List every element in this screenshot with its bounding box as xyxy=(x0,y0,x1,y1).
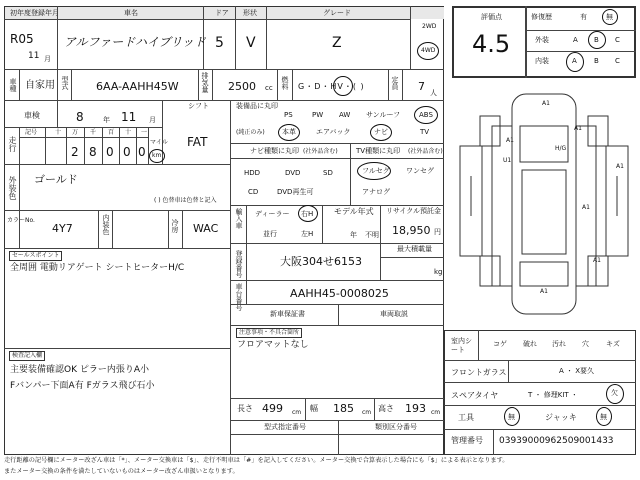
doors-label: ドア xyxy=(215,9,229,17)
equipment-sub: (純正のみ) xyxy=(236,129,265,136)
spare-tire-label: スペアタイヤ xyxy=(451,391,499,400)
exterior-b: B xyxy=(594,36,599,44)
equip-navi: ナビ xyxy=(374,128,388,136)
sales-point-text: 全周囲 電動リアゲート シートヒーターH/C xyxy=(10,263,185,273)
reg-month: 11 xyxy=(28,51,40,61)
import-dealer: ディーラー xyxy=(255,210,290,218)
inspection-label: 車検 xyxy=(24,111,40,120)
import-label: 輸入車 xyxy=(235,208,243,229)
color-value: ゴールド xyxy=(34,173,78,186)
navi-title: ナビ種類に丸印 xyxy=(250,147,299,155)
ac-label: 冷房 xyxy=(171,219,179,233)
repair-no: 無 xyxy=(606,13,613,21)
mileage-place-3: 千 xyxy=(90,129,97,136)
equip-sunroof: サンルーフ xyxy=(366,111,401,119)
jack-none: 無 xyxy=(600,413,607,421)
equip-pw: PW xyxy=(312,111,324,119)
reg-date-label: 初年度登録年月 xyxy=(10,9,59,17)
navi-dvd: DVD xyxy=(285,169,301,177)
shift-value: FAT xyxy=(187,135,208,149)
recycle-label: リサイクル預託金 xyxy=(386,207,442,215)
inspector-title: 検査記入欄 xyxy=(9,351,45,361)
grade-label: グレード xyxy=(323,9,351,17)
interior-seat-label: 室内シート xyxy=(451,337,472,355)
damage-mark: A1 xyxy=(616,163,624,170)
tv-analog: アナログ xyxy=(362,188,390,196)
navi-sub: (社外品含む) xyxy=(303,148,338,155)
max-load-label: 最大積載量 xyxy=(397,245,432,253)
interior-b: B xyxy=(594,57,599,65)
seat-item: キズ xyxy=(606,340,620,348)
mileage-place-1: 十 xyxy=(55,129,62,136)
mileage-label: 走行 xyxy=(8,136,17,152)
model-year-unit: 年 xyxy=(350,231,357,239)
control-label: 管理番号 xyxy=(451,436,483,445)
mileage-unit-mile: マイル xyxy=(150,139,168,146)
use-value: 自家用 xyxy=(25,80,55,91)
grade-value: Z xyxy=(332,35,342,51)
interior-c: C xyxy=(615,57,620,65)
sales-point-title: セールスポイント xyxy=(9,251,62,261)
mileage-unit-km: km xyxy=(152,152,162,159)
jack-label: ジャッキ xyxy=(545,413,577,422)
displacement-unit: cc xyxy=(265,84,273,92)
navi-cd: CD xyxy=(248,188,259,196)
width-value: 185 xyxy=(333,402,354,415)
inspection-month-unit: 月 xyxy=(149,116,156,124)
displacement-value: 2500 xyxy=(228,80,256,93)
damage-mark: A1 xyxy=(542,100,550,107)
shape-value: V xyxy=(246,35,256,51)
color-no-label: カラーNo. xyxy=(7,217,35,224)
drive-4wd: 4WD xyxy=(421,47,436,54)
chassis-label: 車台番号 xyxy=(235,283,243,311)
equip-airbag: エアバック xyxy=(316,128,351,136)
inspector-line1: 主要装備確認OK ピラー内張りA小 xyxy=(10,365,150,375)
height-value: 193 xyxy=(405,402,426,415)
mileage-digit: 0 xyxy=(106,145,114,159)
equip-leather: 本革 xyxy=(282,128,296,136)
footer-line1: 走行距離の記号欄にメーター改ざん車は「*」、メーター交換車は「$」、走行不明車は「#」を記入してください。メーター交換で合算表示した場合にも「$」による表示となります。 xyxy=(4,457,509,464)
mileage-digit: 0 xyxy=(123,145,131,159)
color-no-value: 4Y7 xyxy=(52,222,73,235)
shift-label: シフト xyxy=(188,102,209,110)
exterior-label: 外装 xyxy=(535,36,549,44)
tv-title: TV種類に丸印 xyxy=(356,147,401,155)
exterior-a: A xyxy=(573,36,578,44)
width-label: 幅 xyxy=(310,404,318,413)
damage-mark: A1 xyxy=(540,288,548,295)
tools-label: 工具 xyxy=(458,413,474,422)
score-value: 4.5 xyxy=(472,30,511,58)
tv-fullseg: フルセグ xyxy=(362,167,390,175)
tv-sub: (社外品含む) xyxy=(408,148,443,155)
chassis-value: AAHH45-0008025 xyxy=(290,287,389,300)
seat-item: 汚れ xyxy=(552,340,566,348)
fuel-options: G・D・HV・( ) xyxy=(298,82,365,91)
notes-text: フロアマットなし xyxy=(237,340,309,350)
damage-mark: A1 xyxy=(593,257,601,264)
inspection-year: 8 xyxy=(76,110,84,124)
shape-label: 形状 xyxy=(243,9,257,17)
mileage-place-5: 十 xyxy=(125,129,132,136)
equip-aw: AW xyxy=(339,111,351,119)
displacement-label: 排気量 xyxy=(201,72,209,93)
height-label: 高さ xyxy=(378,404,394,413)
navi-hdd: HDD xyxy=(244,169,261,177)
max-load-unit: kg xyxy=(434,268,443,276)
recycle-value: 18,950 xyxy=(392,224,431,237)
navi-sd: SD xyxy=(323,169,333,177)
equipment-title: 装備品に丸印 xyxy=(236,102,278,110)
fuel-hv-circle xyxy=(333,76,353,96)
car-name-label: 車名 xyxy=(124,9,138,17)
equip-ps: PS xyxy=(284,111,293,119)
color-note: ( ) 色替車は色替と記入 xyxy=(154,197,217,204)
recycle-unit: 円 xyxy=(434,228,441,236)
manual-label: 車両取説 xyxy=(380,310,408,318)
inspector-line2: Fバンパー下面A有 Fガラス飛び石小 xyxy=(10,381,155,391)
seat-item: コゲ xyxy=(493,340,507,348)
footer-line2: またメーター交換の条件を満たしていないものはメーター改ざん車扱いとなります。 xyxy=(4,468,239,475)
drive-2wd: 2WD xyxy=(422,23,437,30)
mileage-place-6: 一 xyxy=(141,129,148,136)
spare-tire-none: 欠 xyxy=(611,389,618,397)
warranty-label: 新車保証書 xyxy=(270,310,305,318)
type-spec-label: 型式指定番号 xyxy=(264,423,306,431)
width-unit: cm xyxy=(362,409,372,416)
import-left: 左H xyxy=(301,230,314,238)
registration-value: 大阪304せ6153 xyxy=(280,255,362,268)
tools-none: 無 xyxy=(508,413,515,421)
model-year-label: モデル年式 xyxy=(334,207,374,216)
capacity-unit: 人 xyxy=(430,89,437,97)
length-value: 499 xyxy=(262,402,283,415)
repair-label: 修復歴 xyxy=(531,13,552,21)
height-unit: cm xyxy=(431,409,441,416)
body-type-label: 車種 xyxy=(9,78,17,92)
interior-label: 内装色 xyxy=(102,214,110,235)
seat-item: 破れ xyxy=(523,340,537,348)
spare-tire-value: T ・ 修理KIT ・ xyxy=(528,391,578,399)
doors-value: 5 xyxy=(215,35,224,51)
front-glass-value: A ・ X要久 xyxy=(559,367,595,375)
car-name: アルファードハイブリッド xyxy=(64,35,206,49)
ac-value: WAC xyxy=(193,222,219,235)
mileage-digit: 2 xyxy=(71,145,79,159)
equip-tv: TV xyxy=(420,128,430,136)
fuel-label: 燃料 xyxy=(281,76,289,90)
model-year-unknown: 不明 xyxy=(365,231,379,239)
equip-abs: ABS xyxy=(419,111,433,119)
reg-year: R05 xyxy=(10,32,34,46)
tv-oneseg: ワンセグ xyxy=(406,167,434,175)
inspection-month: 11 xyxy=(121,110,137,124)
front-glass-label: フロントガラス xyxy=(451,368,507,377)
damage-mark: A1 xyxy=(574,125,582,132)
damage-mark: A1 xyxy=(582,204,590,211)
interior-a: A xyxy=(572,57,577,65)
mileage-digit: 0 xyxy=(138,145,146,159)
damage-mark: U1 xyxy=(503,157,512,164)
control-value: 03939000962509001433 xyxy=(499,436,614,446)
mileage-place-0: 記号 xyxy=(25,129,38,136)
damage-mark: A1 xyxy=(506,137,514,144)
exterior-c: C xyxy=(615,36,620,44)
mileage-digit: 8 xyxy=(89,145,97,159)
seat-item: 穴 xyxy=(582,340,589,348)
navi-dvd-play: DVD再生可 xyxy=(277,188,314,196)
registration-label: 登録番号 xyxy=(235,250,243,278)
capacity-label: 定員 xyxy=(391,76,399,90)
mileage-place-2: 万 xyxy=(72,129,79,136)
interior-grade-label: 内装 xyxy=(535,57,549,65)
import-parallel: 並行 xyxy=(263,230,277,238)
notes-title: 注意事項・不具合箇所 xyxy=(236,328,302,338)
mileage-place-4: 百 xyxy=(108,129,115,136)
length-label: 長さ xyxy=(237,404,253,413)
reg-month-unit: 月 xyxy=(44,55,51,63)
capacity-value: 7 xyxy=(418,80,425,93)
length-unit: cm xyxy=(292,409,302,416)
color-label: 外装色 xyxy=(8,176,17,200)
class-spec-label: 類別区分番号 xyxy=(375,423,417,431)
type-label: 型式 xyxy=(61,76,69,90)
score-label: 評価点 xyxy=(481,13,502,21)
import-right: 右H xyxy=(301,210,314,218)
type-value: 6AA-AAHH45W xyxy=(96,80,179,93)
repair-yes: 有 xyxy=(580,13,587,21)
inspection-year-unit: 年 xyxy=(103,116,110,124)
damage-mark: H/G xyxy=(555,145,567,152)
